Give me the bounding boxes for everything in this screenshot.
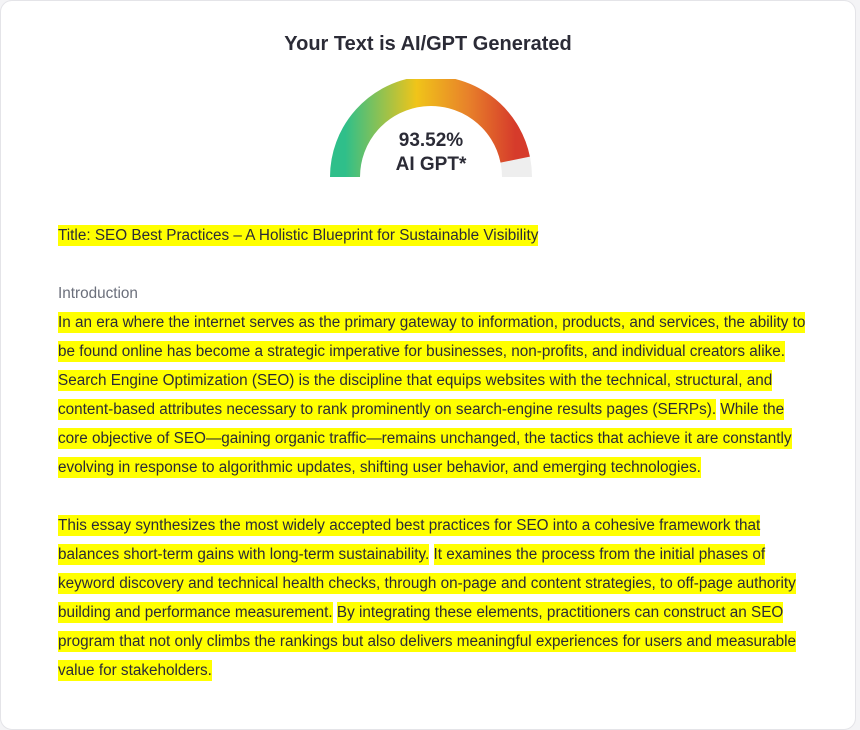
sentence-highlight: In an era where the internet serves as the primary gateway to information, products, and services, the ability to be found online has become a strategic imperative for businesses, non-profits, and individual creators alike. — [58, 314, 806, 360]
ai-score-gauge — [329, 79, 533, 183]
ai-score-percent: 93.52% — [398, 130, 464, 151]
analyzed-text — [58, 221, 818, 714]
sentence-highlight: By integrating these elements, practitioners can construct an SEO program that not only climbs the rankings but also delivers meaningful experiences for users and measurable value for stakeholders. — [58, 604, 797, 679]
paragraph-2 — [58, 511, 818, 685]
ai-score-label: AI GPT* — [395, 154, 467, 175]
document-title: Title: SEO Best Practices – A Holistic Blueprint for Sustainable Visibility — [58, 227, 539, 244]
result-title: Your Text is AI/GPT Generated — [284, 33, 572, 55]
sentence-highlight: It examines the process from the initial phases of keyword discovery and technical health checks, through on-page and content strategies, to off-page authority building and performance measurement. — [58, 546, 796, 621]
sentence-highlight: Search Engine Optimization (SEO) is the discipline that equips websites with the technical, structural, and content-based attributes necessary to rank prominently on search-engine results pages (SERPs). — [58, 372, 773, 418]
section-label: Introduction — [58, 285, 138, 302]
paragraph-1 — [58, 308, 818, 482]
sentence-highlight: This essay synthesizes the most widely accepted best practices for SEO into a cohesive framework that balances short-term gains with long-term sustainability. — [58, 517, 761, 563]
sentence-highlight: While the core objective of SEO—gaining organic traffic—remains unchanged, the tactics that achieve it are constantly evolving in response to algorithmic updates, shifting user behavior, and emerging technologies. — [58, 401, 792, 476]
